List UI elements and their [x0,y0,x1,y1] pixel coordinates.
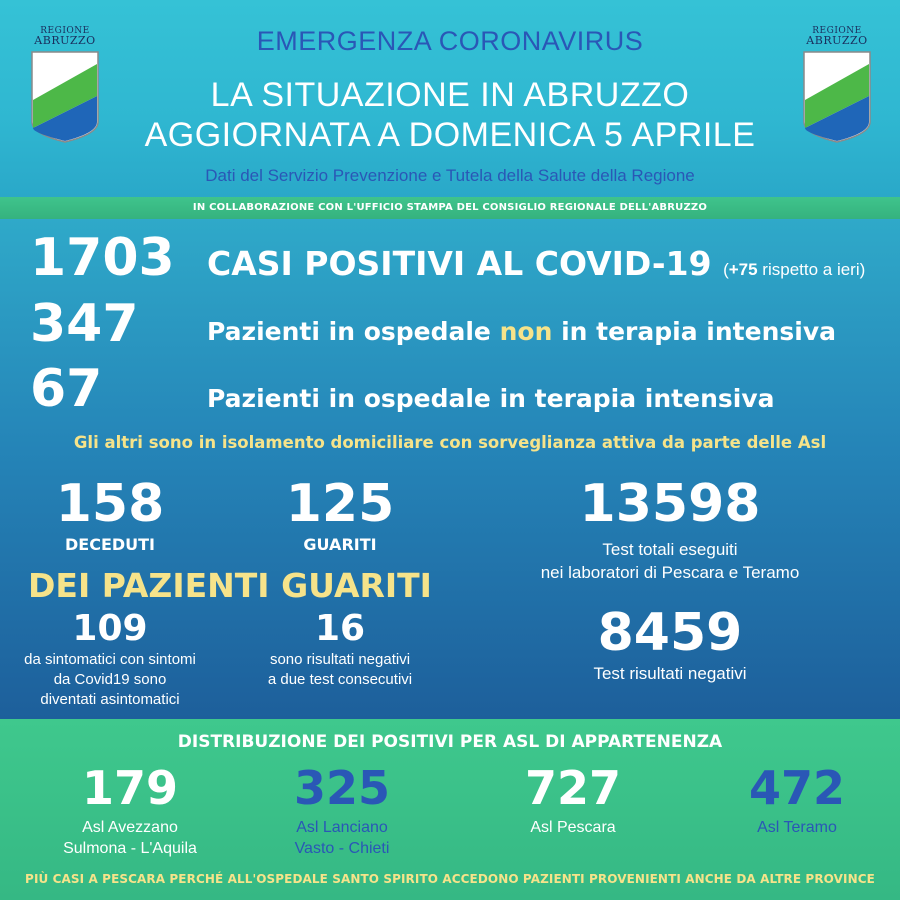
ospedale-label-non: non [499,317,553,346]
positivi-number: 1703 [30,228,175,288]
asl-lanciano-number: 325 [293,761,391,815]
asl-teramo-line1: Asl Teramo [757,819,837,836]
header-situazione: LA SITUAZIONE IN ABRUZZO [210,76,690,114]
intensiva-number: 67 [30,359,103,419]
collaboration-banner: IN COLLABORAZIONE CON L'UFFICIO STAMPA DEL CONSIGLIO REGIONALE DELL'ABRUZZO [0,197,900,219]
test-totali-line1: Test totali eseguiti [602,540,738,559]
asl-avezzano-line2: Sulmona - L'Aquila [63,840,197,857]
asl-teramo-label [702,817,892,838]
header-data-aggiornamento: AGGIORNATA A DOMENICA 5 APRILE [144,116,756,154]
ospedale-label-a: Pazienti in ospedale [207,317,500,346]
header-fonte-dati: Dati del Servizio Prevenzione e Tutela della Salute della Regione [205,166,695,185]
ospedale-label-b: in terapia intensiva [552,317,836,346]
test-totali-number: 13598 [579,474,761,534]
negativi-due-line2: a due test consecutivi [267,671,413,688]
positivi-delta-value: +75 [728,260,758,279]
asintomatici-number: 109 [72,608,148,649]
ospedale-label [207,317,836,346]
negativi-due-test-number: 16 [314,608,366,649]
asintomatici-line1: da sintomatici con sintomi [24,651,196,668]
guariti-label: GUARITI [303,535,377,554]
test-totali-line2: nei laboratori di Pescara e Teramo [540,563,800,582]
footer-note: PIÙ CASI A PESCARA PERCHÉ ALL'OSPEDALE SANTO SPIRITO ACCEDONO PAZIENTI PROVENIENTI ANCHE DA ALTRE PROVINCE [25,872,875,886]
logo-text-abruzzo: ABRUZZO [806,34,868,47]
positivi-label-text: CASI POSITIVI AL COVID-19 [207,244,712,283]
asl-pescara-label [478,817,668,838]
header-emergenza: EMERGENZA CORONAVIRUS [256,26,644,56]
dei-pazienti-guariti-title: DEI PAZIENTI GUARITI [28,566,432,605]
asl-lanciano-line2: Vasto - Chieti [294,840,390,857]
positivi-label [207,244,865,283]
ospedale-number: 347 [30,294,139,354]
asintomatici-description [0,650,220,710]
negativi-due-test-description [240,650,440,690]
logo-text-regione: REGIONE [40,26,90,36]
test-negativi-label: Test risultati negativi [593,664,747,683]
deceduti-label: DECEDUTI [64,535,156,554]
test-totali-description [500,538,840,584]
logo-text-abruzzo: ABRUZZO [34,34,96,47]
positivi-delta [723,260,865,279]
asl-lanciano-label [247,817,437,859]
asl-avezzano-number: 179 [81,761,179,815]
positivi-delta-suffix: rispetto a ieri) [757,260,866,279]
asl-lanciano-line1: Asl Lanciano [296,819,388,836]
guariti-number: 125 [285,474,395,534]
asl-pescara-line1: Asl Pescara [530,819,616,836]
deceduti-number: 158 [55,474,165,534]
asl-avezzano-label [35,817,225,859]
asintomatici-line3: diventati asintomatici [40,691,180,708]
positivi-delta-prefix: ( [723,260,729,279]
asl-teramo-number: 472 [748,761,846,815]
negativi-due-line1: sono risultati negativi [269,651,411,668]
intensiva-label: Pazienti in ospedale in terapia intensiva [207,384,775,413]
asintomatici-line2: da Covid19 sono [53,671,167,688]
test-negativi-number: 8459 [597,603,743,663]
logo-text-regione: REGIONE [812,26,862,36]
asl-pescara-number: 727 [524,761,622,815]
isolamento-note: Gli altri sono in isolamento domiciliare con sorveglianza attiva da parte delle Asl [73,433,827,452]
asl-distribution-title: DISTRIBUZIONE DEI POSITIVI PER ASL DI APPARTENENZA [177,732,723,752]
asl-avezzano-line1: Asl Avezzano [82,819,178,836]
